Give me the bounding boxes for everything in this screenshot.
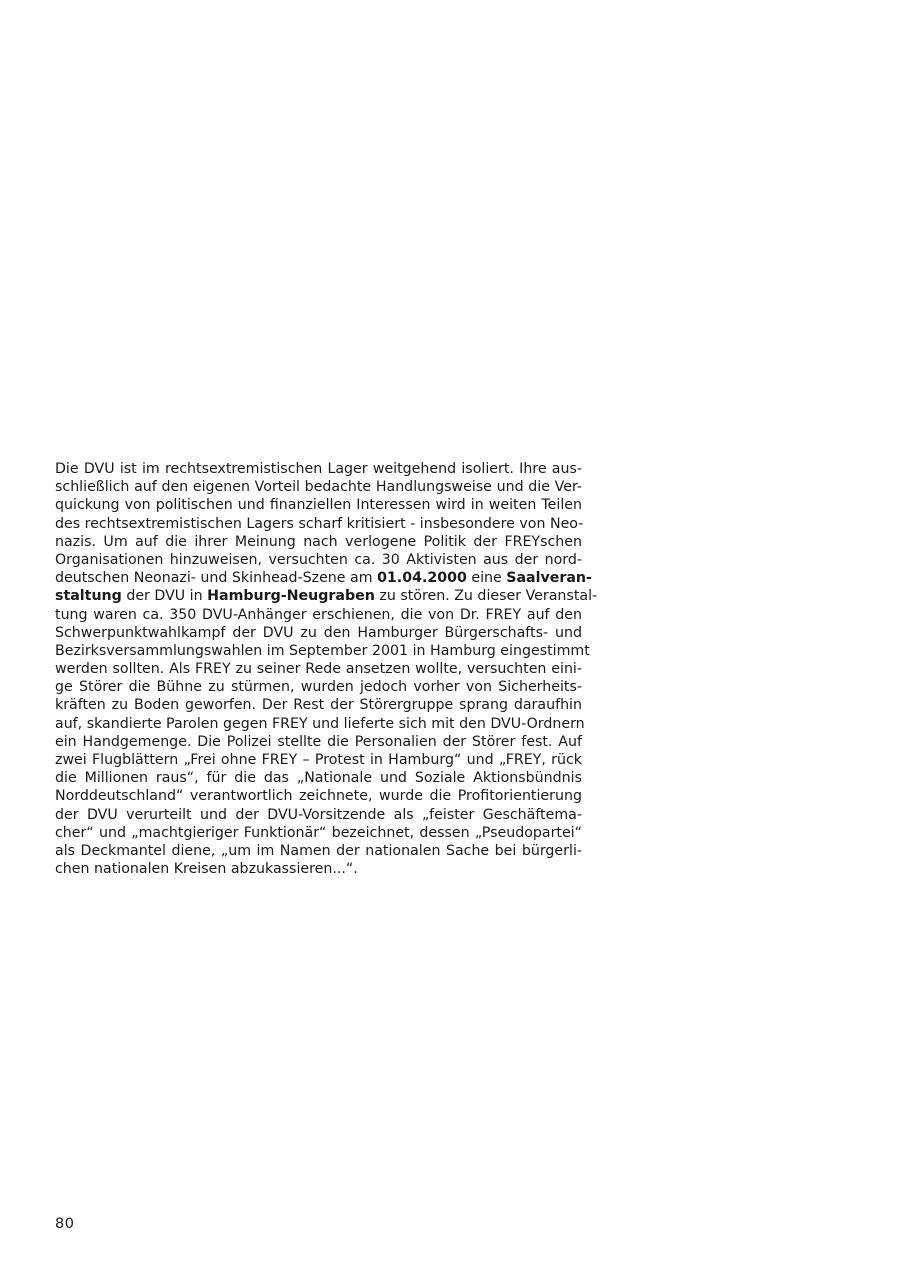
text-run: ein Handgemenge. Die Polizei stellte die Personalien der Störer fest. Auf [55,733,582,750]
text-line [55,787,582,805]
page-number: 80 [55,1216,75,1232]
text-line [55,769,582,787]
bold-text: Hamburg-Neugraben [207,588,375,605]
text-line [55,533,582,551]
text-run: Die DVU ist im rechtsextremistischen Lager weitgehend isoliert. Ihre aus- [55,461,582,477]
text-run: zwei Flugblättern „Frei ohne FREY – Protest in Hamburg“ und „FREY, rück [55,752,582,768]
text-line [55,696,582,714]
text-line [55,733,582,751]
text-run: als Deckmantel diene, „um im Namen der nationalen Sache bei bürgerli- [55,842,582,859]
text-run: schließlich auf den eigenen Vorteil bedachte Handlungsweise und die Ver- [55,479,582,496]
text-line [55,478,582,496]
text-run: quickung von politischen und finanziellen Interessen wird in weiten Teilen [55,497,582,514]
text-line [55,642,590,660]
text-run: tung waren ca. 350 DVU-Anhänger erschienen, die von Dr. FREY auf den [55,606,582,623]
text-line [55,824,582,842]
text-run: zu stören. Zu dieser Veranstal- [374,588,598,605]
text-run: cher“ und „machtgieriger Funktionär“ bezeichnet, dessen „Pseudopartei“ [55,824,582,841]
bold-text: 01.04.2000 [377,570,467,587]
text-line [55,842,582,860]
text-line [55,569,592,587]
text-line [55,660,582,678]
text-run: ge Störer die Bühne zu stürmen, wurden jedoch vorher von Sicherheits- [55,679,582,696]
text-run: eine [466,570,507,587]
text-run: Organisationen hinzuweisen, versuchten ca. 30 Aktivisten aus der nord- [55,551,582,568]
text-run: die Millionen raus“, für die das „Nationale und Soziale Aktionsbündnis [55,770,582,787]
text-run: nazis. Um auf die ihrer Meinung nach verlogene Politik der FREYschen [55,533,582,550]
text-line [55,515,582,533]
text-run: Bezirksversammlungswahlen im September 2001 in Hamburg eingestimmt [55,642,590,659]
text-run: des rechtsextremistischen Lagers scharf kritisiert - insbesondere von Neo- [55,515,584,532]
text-line [55,624,582,642]
text-run: der DVU in [121,588,208,605]
text-line [55,551,582,569]
text-line [55,587,598,605]
body-paragraph [55,460,598,878]
text-run: Norddeutschland“ verantwortlich zeichnete, wurde die Profitorientierung [55,788,582,805]
text-run: Schwerpunktwahlkampf der DVU zu den Hamburger Bürgerschafts- und [55,624,582,641]
bold-text: staltung [55,588,122,605]
text-run: auf, skandierte Parolen gegen FREY und lieferte sich mit den DVU-Ordnern [55,715,585,732]
text-run: kräften zu Boden geworfen. Der Rest der Störergruppe sprang daraufhin [55,697,582,714]
text-line [55,751,582,769]
text-run: chen nationalen Kreisen abzukassieren...“. [55,861,358,878]
text-run: der DVU verurteilt und der DVU-Vorsitzende als „feister Geschäftema- [55,806,582,823]
bold-text: Saalveran- [506,570,592,587]
text-line [55,678,582,696]
text-line [55,606,582,624]
text-line [55,806,582,824]
text-line [55,460,582,478]
text-line [55,496,582,514]
text-run: deutschen Neonazi- und Skinhead-Szene am [55,570,378,587]
text-line [55,860,582,878]
text-line [55,715,585,733]
text-run: werden sollten. Als FREY zu seiner Rede ansetzen wollte, versuchten eini- [55,661,582,678]
